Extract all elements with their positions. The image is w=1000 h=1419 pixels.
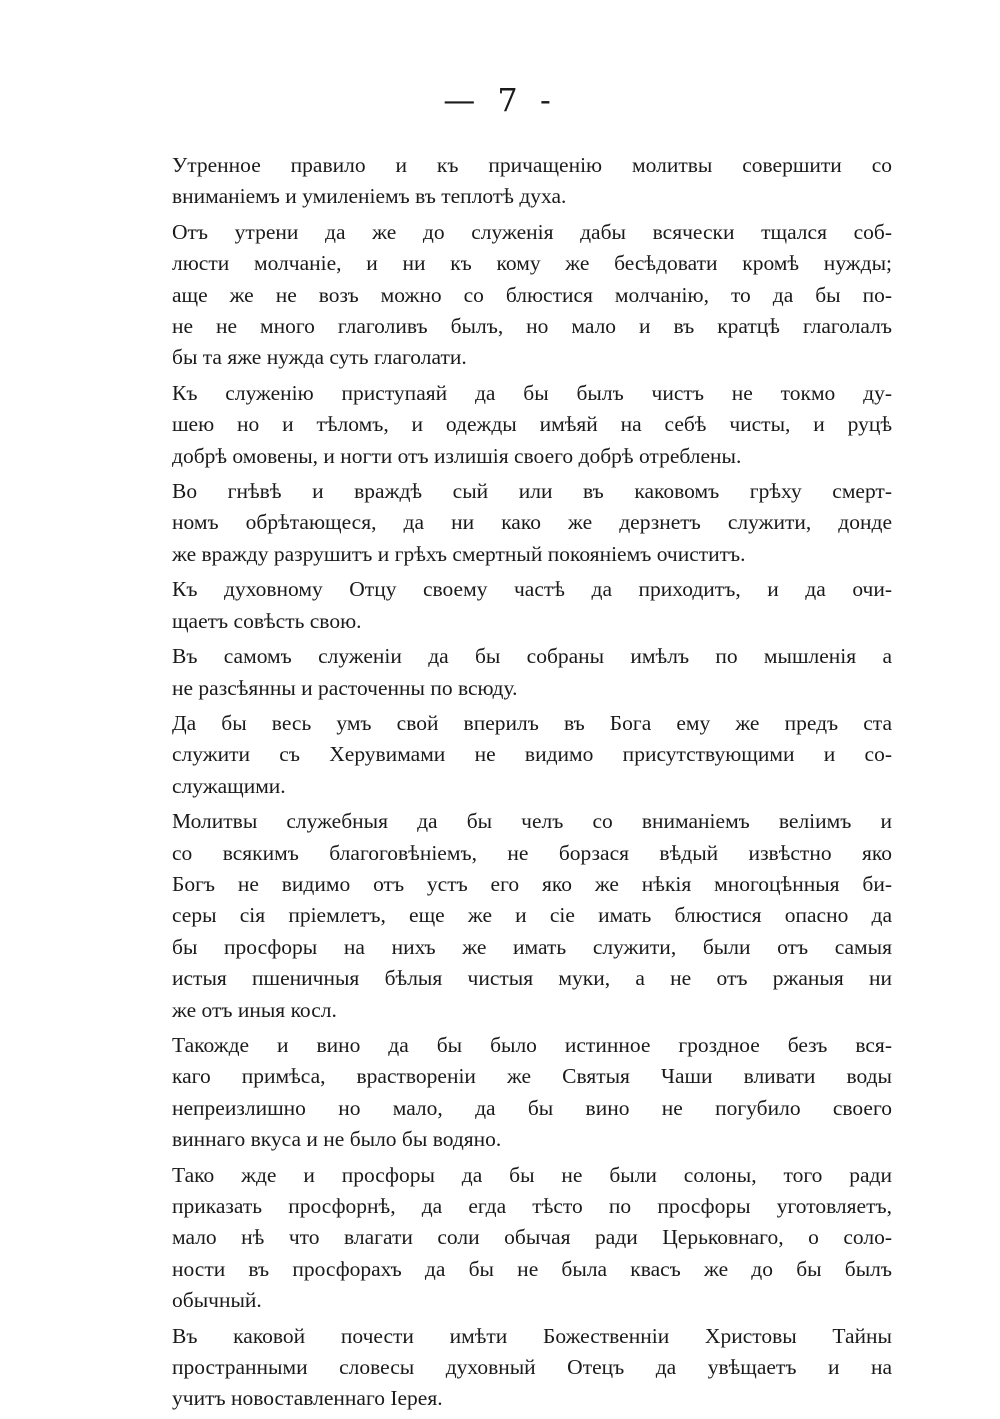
paragraph xyxy=(172,217,892,374)
text-line: служити съ Херувимами не видимо присутствующими и со- xyxy=(172,742,892,767)
text-line: люсти молчаніе, и ни къ кому же бесѣдовати кромѣ нужды; xyxy=(172,251,892,276)
text-line: серы сія пріемлетъ, еще же и сіе имать блюстися опасно да xyxy=(172,903,892,928)
paragraph xyxy=(172,378,892,472)
text-line: виннаго вкуса и не было бы водяно. xyxy=(172,1127,502,1152)
text-line: Да бы весь умъ свой вперилъ въ Бога ему же предъ ста xyxy=(172,710,892,735)
paragraph xyxy=(172,150,892,213)
text-line: мало нѣ что влагати соли обычая ради Церьковнаго, о соло- xyxy=(172,1225,892,1250)
text-line: щаетъ совѣсть свою. xyxy=(172,608,362,633)
text-line: же отъ иныя косл. xyxy=(172,997,337,1022)
text-line: Тако жде и просфоры да бы не были солоны, того ради xyxy=(172,1162,892,1187)
text-line: учитъ новоставленнаго Іерея. xyxy=(172,1386,443,1411)
paragraph xyxy=(172,641,892,704)
paragraph xyxy=(172,806,892,1026)
text-line: непреизлишно но мало, да бы вино не погубило своего xyxy=(172,1095,892,1120)
text-line: ности въ просфорахъ да бы не была квасъ же до бы былъ xyxy=(172,1256,892,1281)
text-line: Отъ утрени да же до служенія дабы всячески тщался соб- xyxy=(172,219,892,244)
text-line: бы та яже нужда суть глаголати. xyxy=(172,345,467,370)
text-line: приказать просфорнѣ, да егда тѣсто по просфоры уготовляетъ, xyxy=(172,1194,892,1218)
text-line: пространными словесы духовный Отецъ да увѣщаетъ и на xyxy=(172,1355,892,1380)
text-line: Утренное правило и къ причащенію молитвы совершити со xyxy=(172,153,892,177)
paragraph xyxy=(172,1030,892,1156)
text-line: бы просфоры на нихъ же имать служити, были отъ самыя xyxy=(172,934,892,959)
text-line: не разсѣянны и расточенны по всюду. xyxy=(172,675,518,700)
text-line: же вражду разрушитъ и грѣхъ смертный покояніемъ очиститъ. xyxy=(172,541,746,566)
text-line: номъ обрѣтающеся, да ни како же дерзнетъ служити, донде xyxy=(172,510,892,535)
text-line: Молитвы служебныя да бы челъ со вниманіемъ веліимъ и xyxy=(172,809,892,834)
page-number: — 7 - xyxy=(443,81,557,119)
text-line: не не много глаголивъ былъ, но мало и въ кратцѣ глаголалъ xyxy=(172,314,892,339)
text-line: добрѣ омовены, и ногти отъ излишія своего добрѣ отреблены. xyxy=(172,443,742,468)
paragraph xyxy=(172,574,892,637)
text-line: Богъ не видимо отъ устъ его яко же нѣкія многоцѣнныя би- xyxy=(172,871,892,896)
text-line: Къ служенію приступаяй да бы былъ чистъ не токмо ду- xyxy=(172,380,892,405)
text-line: со всякимъ благоговѣніемъ, не борзася вѣдый извѣстно яко xyxy=(172,840,892,865)
text-line: Въ самомъ служеніи да бы собраны имѣлъ по мышленія а xyxy=(172,644,892,669)
text-line: каго примѣса, враствореніи же Святыя Чаши вливати воды xyxy=(172,1064,892,1089)
text-line: обычный. xyxy=(172,1288,262,1313)
text-line: Въ каковой почести имѣти Божественніи Христовы Тайны xyxy=(172,1323,892,1348)
text-line: Такожде и вино да бы было истинное гроздное безъ вся- xyxy=(172,1032,892,1057)
paragraph xyxy=(172,1160,892,1317)
paragraph xyxy=(172,476,892,570)
text-line: Къ духовному Отцу своему частѣ да приходитъ, и да очи- xyxy=(172,577,892,602)
text-line: вниманіемъ и умиленіемъ въ теплотѣ духа. xyxy=(172,184,567,209)
body-text xyxy=(172,150,892,1419)
text-line: аще же не возъ можно со блюстися молчанію, то да бы по- xyxy=(172,282,892,307)
paragraph xyxy=(172,708,892,802)
text-line: Во гнѣвѣ и враждѣ сый или въ каковомъ грѣху смерт- xyxy=(172,479,892,504)
text-line: шею но и тѣломъ, и одежды имѣяй на себѣ чисты, и руцѣ xyxy=(172,412,892,437)
text-line: истыя пшеничныя бѣлыя чистыя муки, а не отъ ржаныя ни xyxy=(172,966,892,991)
text-line: служащими. xyxy=(172,773,286,798)
paragraph xyxy=(172,1321,892,1415)
